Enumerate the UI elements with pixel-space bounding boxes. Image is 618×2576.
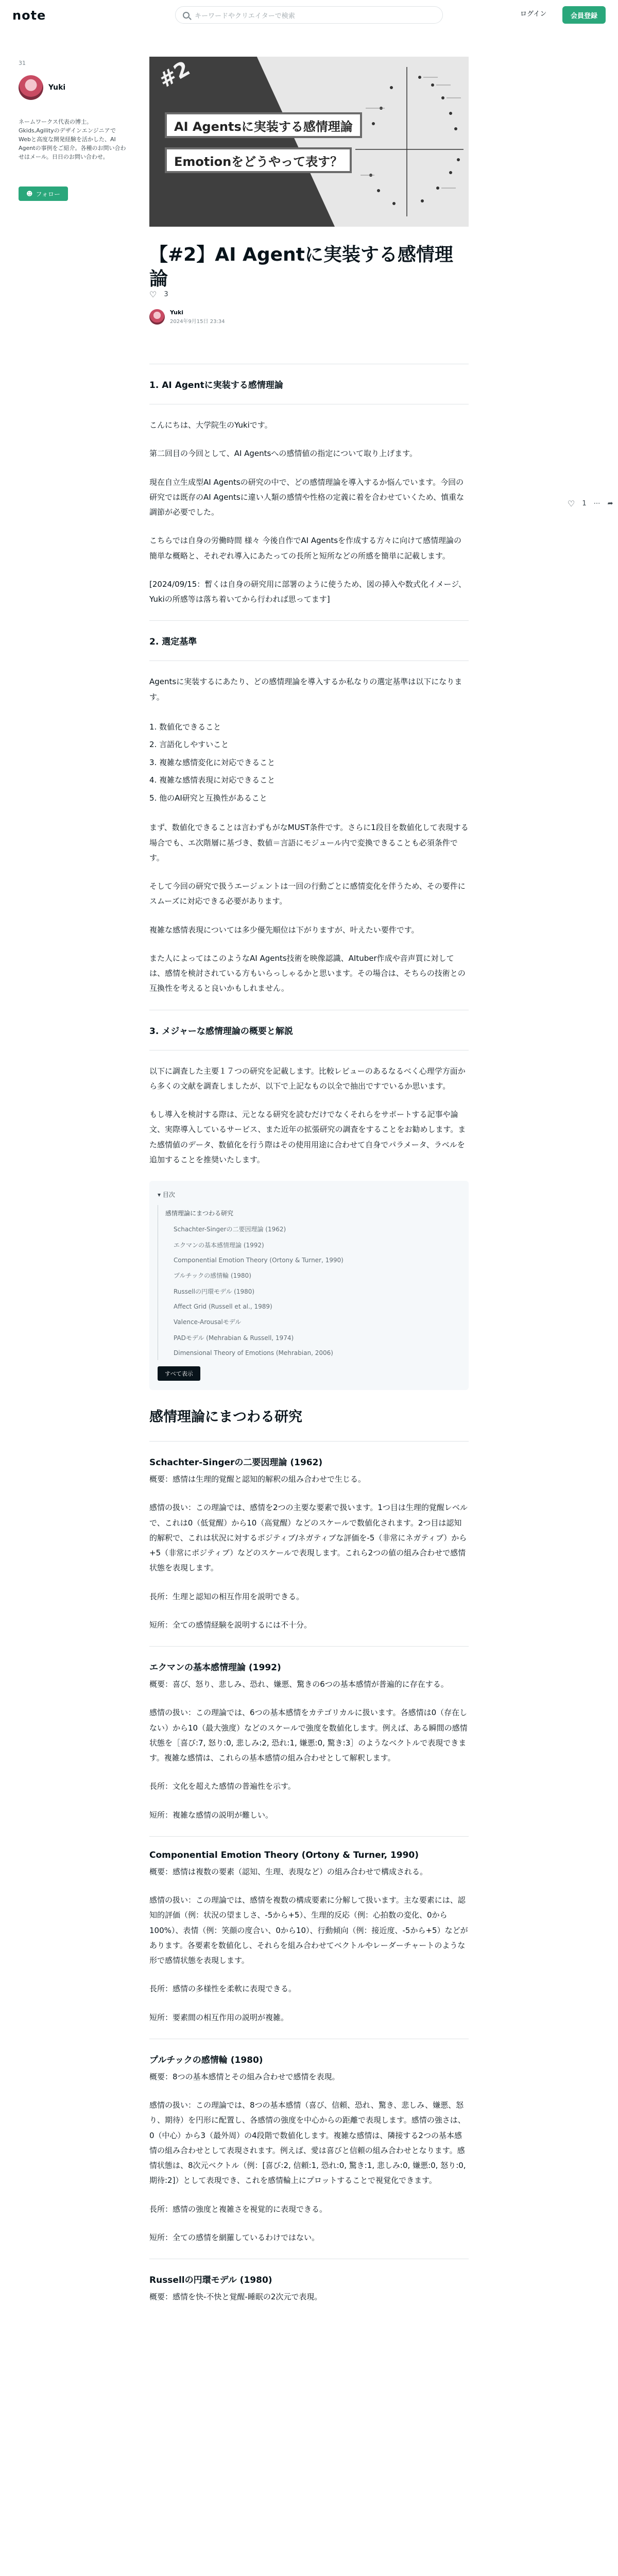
theory-heading: Russellの円環モデル (1980) bbox=[149, 2275, 272, 2285]
article-title: 【#2】AI Agentに実装する感情理論 bbox=[149, 244, 453, 290]
theory-summary: 概要：感情は生理的覚醒と認知的解釈の組み合わせで生じる。 bbox=[149, 1475, 366, 1484]
theory-heading: エクマンの基本感情理論 (1992) bbox=[149, 1663, 281, 1673]
toc-item[interactable]: Schachter-Singerの二要因理論 (1962) bbox=[158, 1221, 460, 1237]
theory-summary: 概要：感情は複数の要素（認知、生理、表現など）の組み合わせで構成される。 bbox=[149, 1867, 428, 1876]
section-heading: 1. AI Agentに実装する感情理論 bbox=[149, 380, 283, 391]
toc-item[interactable]: 感情理論にまつわる研究 bbox=[158, 1205, 460, 1221]
article-body bbox=[149, 350, 469, 2318]
note-logo[interactable]: note bbox=[12, 8, 46, 23]
signup-button[interactable]: 会員登録 bbox=[562, 6, 606, 24]
theory-description: 感情の扱い：この理論では、感情を2つの主要な要素で扱います。1つ目は生理的覚醒レベルで、これは0（低覚醒）から10（高覚醒）などのスケールで数値化されます。2つ目は認知的解釈で、これは状況に対するポジティブ/ネガティブな評価を-5（非常にネガティブ）から+5（非常にポジティブ）などのスケールで表現します。これら2つの値の組み合わせで感情状態を表現します。 bbox=[149, 1503, 468, 1573]
theory-summary: 概要：8つの基本感情とその組み合わせで感情を表現。 bbox=[149, 2072, 340, 2081]
creator-name[interactable]: Yuki bbox=[48, 83, 66, 92]
table-of-contents bbox=[149, 1181, 469, 1390]
theory-pro: 長所：感情の強度と複雑さを視覚的に表現できる。 bbox=[149, 2204, 328, 2214]
toc-item[interactable]: Affect Grid (Russell et al., 1989) bbox=[158, 1299, 460, 1314]
toc-item[interactable]: PADモデル (Mehrabian & Russell, 1974) bbox=[158, 1330, 460, 1346]
login-link[interactable]: ログイン bbox=[520, 10, 547, 18]
follow-label: フォロー bbox=[36, 190, 60, 198]
theory-pro: 長所：感情の多様性を柔軟に表現できる。 bbox=[149, 1984, 297, 1994]
eyecatch-line-1: AI Agentsに実装する感情理論 bbox=[165, 112, 362, 138]
heart-icon[interactable]: ♡ bbox=[149, 290, 157, 299]
toc-heading: 目次 bbox=[162, 1191, 175, 1198]
divider bbox=[149, 1646, 469, 1647]
toc-item[interactable]: Componential Emotion Theory (Ortony & Turner, 1990) bbox=[158, 1253, 460, 1267]
paragraph: 複雑な感情表現については多少優先順位は下がりますが、叶えたい要件です。 bbox=[149, 925, 419, 935]
paragraph: 以下に調査した主要１７つの研究を記載します。比較レビューのあるなるべく心理学方面から多くの文献を調査しましたが、以下で上記なもの以全で抽出ですでいるか思います。 bbox=[149, 1066, 466, 1091]
paragraph: 現在自立生成型AI Agentsの研究の中で、どの感情理論を導入するか悩んでいます。今回の研究では既存のAI Agentsに違い人類の感情や性格の定義に着を合わせていくため、慎重な調節が必要でした。 bbox=[149, 477, 465, 517]
sidebar-count: 31 bbox=[19, 60, 26, 66]
section-heading: 3. メジャーな感情理論の概要と解説 bbox=[149, 1026, 293, 1037]
eyecatch-badge: #2 bbox=[154, 57, 194, 93]
creator-bio: ネームワークス代表の博士。Gkids,AgilityのデザインエンジニアでWebと高度な開発経験を活かした、AI Agentの事例をご紹介。各種のお問い合わせはメール。日日のお問い合わせ。 bbox=[19, 118, 126, 161]
theory-con: 短所：全ての感情を網羅しているわけではない。 bbox=[149, 2232, 320, 2242]
list-item: 1. 数値化できること bbox=[149, 722, 221, 732]
toc-item[interactable]: プルチックの感情輪 (1980) bbox=[158, 1267, 460, 1283]
criteria-list bbox=[149, 718, 469, 807]
theory-summary: 概要：感情を快-不快と覚醒-睡眠の2次元で表現。 bbox=[149, 2292, 322, 2301]
search-input[interactable] bbox=[175, 6, 443, 24]
divider bbox=[149, 1441, 469, 1442]
paragraph: そして今回の研究で扱うエージェントは一回の行動ごとに感情変化を伴うため、その要件にスムーズに対応できる必要があります。 bbox=[149, 882, 466, 906]
paragraph: また人によってはこのようなAI Agents技術を映像認識、AItuber作成や音声買に対しては、感情を検討されている方もいらっしゃるかと思います。その場合は、そちらの技術との互換性を考えると良いかもしれません。 bbox=[149, 953, 466, 993]
paragraph: Agentsに実装するにあたり、どの感情理論を導入するか私なりの選定基準は以下になります。 bbox=[149, 677, 462, 702]
author-row bbox=[149, 309, 225, 325]
divider bbox=[149, 620, 469, 621]
theory-pro: 長所：生理と認知の相互作用を説明できる。 bbox=[149, 1591, 304, 1601]
section-title: 感情理論にまつわる研究 bbox=[149, 1409, 302, 1425]
eyecatch-image bbox=[149, 57, 469, 227]
theory-heading: Componential Emotion Theory (Ortony & Turner, 1990) bbox=[149, 1850, 419, 1860]
section-heading: 2. 選定基準 bbox=[149, 637, 197, 648]
author-avatar[interactable] bbox=[149, 309, 165, 325]
share-icon[interactable]: ➦ bbox=[607, 500, 613, 507]
list-item: 2. 言語化しやすいこと bbox=[149, 740, 229, 750]
paragraph: [2024/09/15：暫くは自身の研究用に部署のように使うため、図の挿入や数式化イメージ、Yukiの所感等は落ち着いてから行われば思ってます] bbox=[149, 579, 467, 604]
theory-description: 感情の扱い：この理論では、感情を複数の構成要素に分解して扱います。主な要素には、認知的評価（例：状況の望ましさ、-5から+5）、生理的反応（例：心拍数の変化、0から100%）、表情（例：笑顔の度合い、0から10）、行動傾向（例：接近度、-5から+5）などがあります。各要素を数値化し、それらを組み合わせてベクトルやレーダーチャートのような形で感情状態を表現します。 bbox=[149, 1895, 468, 1965]
paragraph: 第二回目の今回として、AI Agentsへの感情値の指定について取り上げます。 bbox=[149, 449, 417, 459]
paragraph: こんにちは、大学院生のYukiです。 bbox=[149, 420, 272, 430]
publish-date: 2024年9月15日 23:34 bbox=[170, 319, 225, 325]
theory-heading: Schachter-Singerの二要因理論 (1962) bbox=[149, 1458, 323, 1468]
paragraph: こちらでは自身の労働時間 様々 今後自作でAI Agentsを作成する方々に向けて感情理論の簡単な概略と、それぞれ導入にあたっての長所と短所などの所感を簡単に記載します。 bbox=[149, 536, 462, 561]
avatar[interactable] bbox=[19, 75, 43, 100]
search-placeholder: キーワードやクリエイターで検索 bbox=[195, 12, 295, 20]
show-all-button[interactable]: すべて表示 bbox=[158, 1366, 200, 1381]
toc-item[interactable]: エクマンの基本感情理論 (1992) bbox=[158, 1237, 460, 1253]
theory-summary: 概要：喜び、怒り、悲しみ、恐れ、嫌悪、驚きの6つの基本感情が普遍的に存在する。 bbox=[149, 1680, 449, 1689]
toc-item[interactable]: Dimensional Theory of Emotions (Mehrabian, 2006) bbox=[158, 1346, 460, 1360]
floating-action-bar bbox=[568, 499, 613, 509]
float-like-count: 1 bbox=[582, 500, 587, 507]
toc-item[interactable]: Russellの円環モデル (1980) bbox=[158, 1283, 460, 1299]
heart-icon[interactable]: ♡ bbox=[568, 499, 575, 509]
eyecatch-line-2: Emotionをどうやって表す？ bbox=[165, 147, 352, 173]
search-icon bbox=[183, 12, 190, 19]
paragraph: もし導入を検討する際は、元となる研究を読むだけでなくそれらをサポートする記事や論文、実際導入しているサービス、また近年の拡張研究の調査をすることをお勧めします。また感情値のデータ、数値化を行う際はその使用用途に合わせて自身でパラメータ、ラベルを追加することを推奨いたします。 bbox=[149, 1110, 466, 1164]
more-icon[interactable]: ⋯ bbox=[593, 500, 600, 507]
emotion-axis-illustration bbox=[335, 57, 469, 227]
paragraph: まず、数値化できることは言わずもがなMUST条件です。さらに1段目を数値化して表現する場合でも、エ次階層に基づき、数値＝言語にモジュール内で変換できることも必須条件です。 bbox=[149, 823, 469, 862]
theory-con: 短所：要素間の相互作用の説明が複雑。 bbox=[149, 2012, 289, 2022]
top-bar bbox=[0, 0, 618, 31]
theory-description: 感情の扱い：この理論では、8つの基本感情（喜び、信頼、恐れ、驚き、悲しみ、嫌悪、怒り、期待）を円形に配置し、各感情の強度を中心からの距離で表現します。感情の強さは、0（中心）から3（最外周）の4段階で数値化します。複雑な感情は、隣接する2つの基本感情の組み合わせとして表現されます。例えば、愛は喜びと信頼の組み合わせとなります。感情状態は、8次元ベクトル（例：[喜び:2, 信頼:1, 恐れ:0, 驚き:1, 悲しみ:0, 嫌悪:0, 怒り:0, 期待:2]）として表現でき、これを感情輪上にプロットすることで視覚化できます。 bbox=[149, 2100, 466, 2185]
list-item: 3. 複雑な感情変化に対応できること bbox=[149, 757, 276, 767]
follow-button[interactable] bbox=[19, 187, 68, 201]
divider bbox=[149, 660, 469, 661]
person-plus-icon: ☻ bbox=[26, 190, 33, 197]
like-count: 3 bbox=[164, 291, 168, 298]
like-row bbox=[149, 290, 168, 299]
theory-con: 短所：全ての感情経験を説明するには不十分。 bbox=[149, 1620, 312, 1630]
list-item: 5. 他のAI研究と互換性があること bbox=[149, 793, 267, 803]
theory-heading: プルチックの感情輪 (1980) bbox=[149, 2055, 263, 2065]
toc-toggle[interactable]: ▾ 目次 bbox=[158, 1191, 175, 1198]
divider bbox=[149, 1836, 469, 1837]
author-name[interactable]: Yuki bbox=[170, 309, 184, 316]
list-item: 4. 複雑な感情表現に対応できること bbox=[149, 775, 276, 785]
theory-description: 感情の扱い：この理論では、6つの基本感情をカテゴリカルに扱います。各感情は0（存在しない）から10（最大強度）などのスケールで強度を数値化します。例えば、ある瞬間の感情状態を［喜び:7, 怒り:0, 悲しみ:2, 恐れ:1, 嫌悪:0, 驚き:3］のようなベクトルで表現できます。複雑な感情は、これらの基本感情の組み合わせとして解釈します。 bbox=[149, 1708, 468, 1762]
toc-item[interactable]: Valence-Arousalモデル bbox=[158, 1314, 460, 1330]
theory-con: 短所：複雑な感情の説明が難しい。 bbox=[149, 1810, 273, 1820]
theory-pro: 長所：文化を超えた感情の普遍性を示す。 bbox=[149, 1782, 296, 1791]
